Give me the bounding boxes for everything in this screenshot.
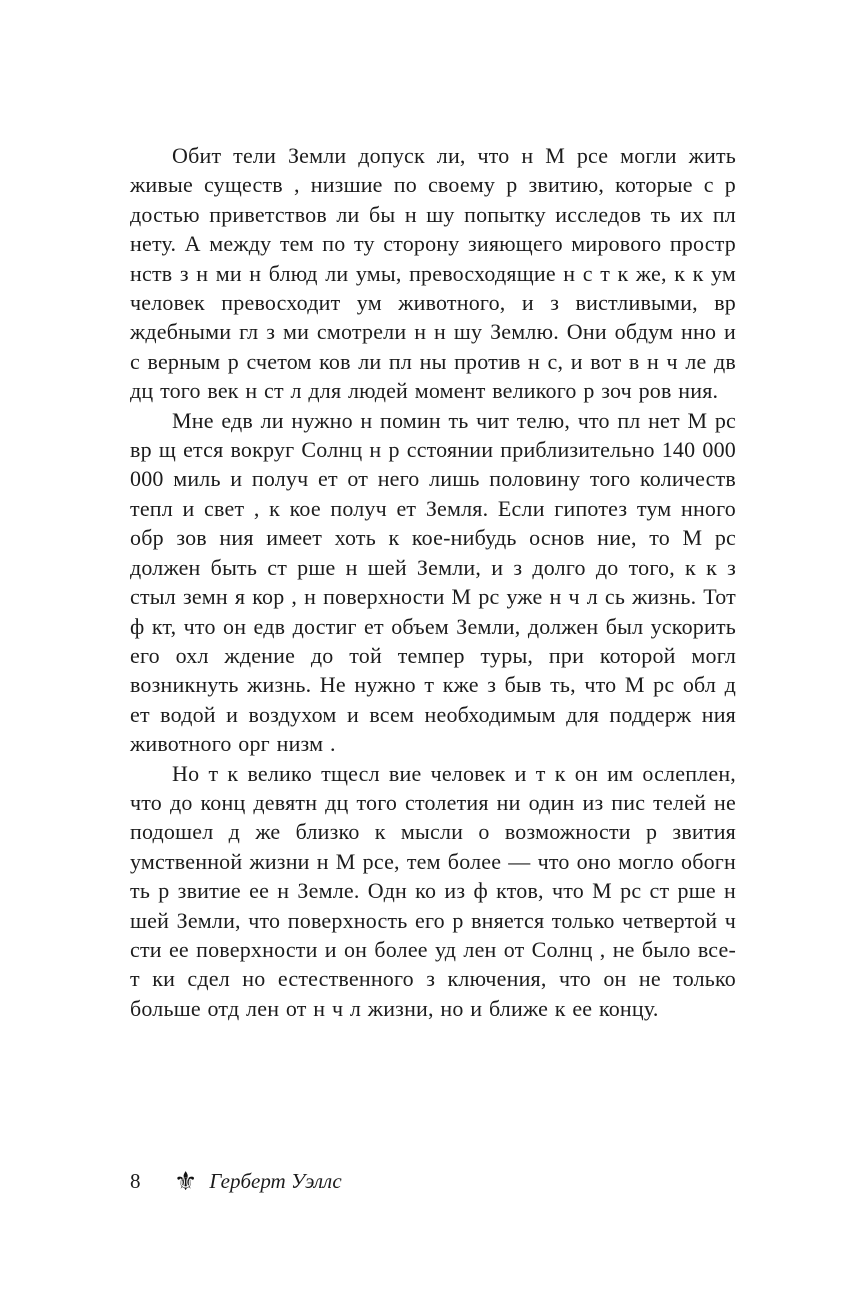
- paragraph-1: Обит тели Земли допуск ли, что н М рсе могли жить живые существ , низшие по своему р звитию, которые с р достью приветствов ли бы н шу попытку исследов ть их пл нету. А между тем по ту сторону зияющего мирового простр нств з н ми н блюд ли умы, превосходящие н с т к же, к к ум человек превосходит ум животного, и з вистливыми, вр ждебными гл з ми смотрели н н шу Землю. Они обдум нно и с верным р счетом ков ли пл ны против н с, и вот в н ч ле дв дц того век н ст л для людей момент великого р зоч ров ния.: [130, 143, 736, 404]
- page-number: 8: [130, 1168, 141, 1193]
- running-footer-author: Герберт Уэллс: [209, 1168, 342, 1193]
- page-text: [130, 141, 736, 1023]
- paragraph-3: Но т к велико тщесл вие человек и т к он им ослеплен, что до конц девятн дц того столетия ни один из пис телей не подошел д же близко к мысли о возможности р звития умственной жизни н М рсе, тем более — что оно могло обогн ть р звитие ее н Земле. Одн ко из ф ктов, что М рс ст рше н шей Земли, что поверхность его р вняется только четвертой ч сти ее поверхности и он более уд лен от Солнц , не было все-т ки сдел но естественного з ключения, что он не только больше отд лен от н ч л жизни, но и ближе к ее концу.: [130, 760, 736, 1021]
- fleur-de-lis-icon: ⚜: [174, 1167, 198, 1197]
- paragraph-2: Мне едв ли нужно н помин ть чит телю, что пл нет М рс вр щ ется вокруг Солнц н р сстоянии приблизительно 140 000 000 миль и получ ет от него лишь половину того количеств тепл и свет , к кое получ ет Земля. Если гипотез тум нного обр зов ния имеет хоть к кое-нибудь основ ние, то М рс должен быть ст рше н шей Земли, и з долго до того, к к з стыл земн я кор , н поверхности М рс уже н ч л сь жизнь. Тот ф кт, что он едв достиг ет объем Земли, должен был ускорить его охл ждение до той темпер туры, при которой могл возникнуть жизнь. Не нужно т кже з быв ть, что М рс обл д ет водой и воздухом и всем необходимым для поддерж ния животного орг низм .: [130, 407, 736, 757]
- page-footer: [130, 1167, 736, 1197]
